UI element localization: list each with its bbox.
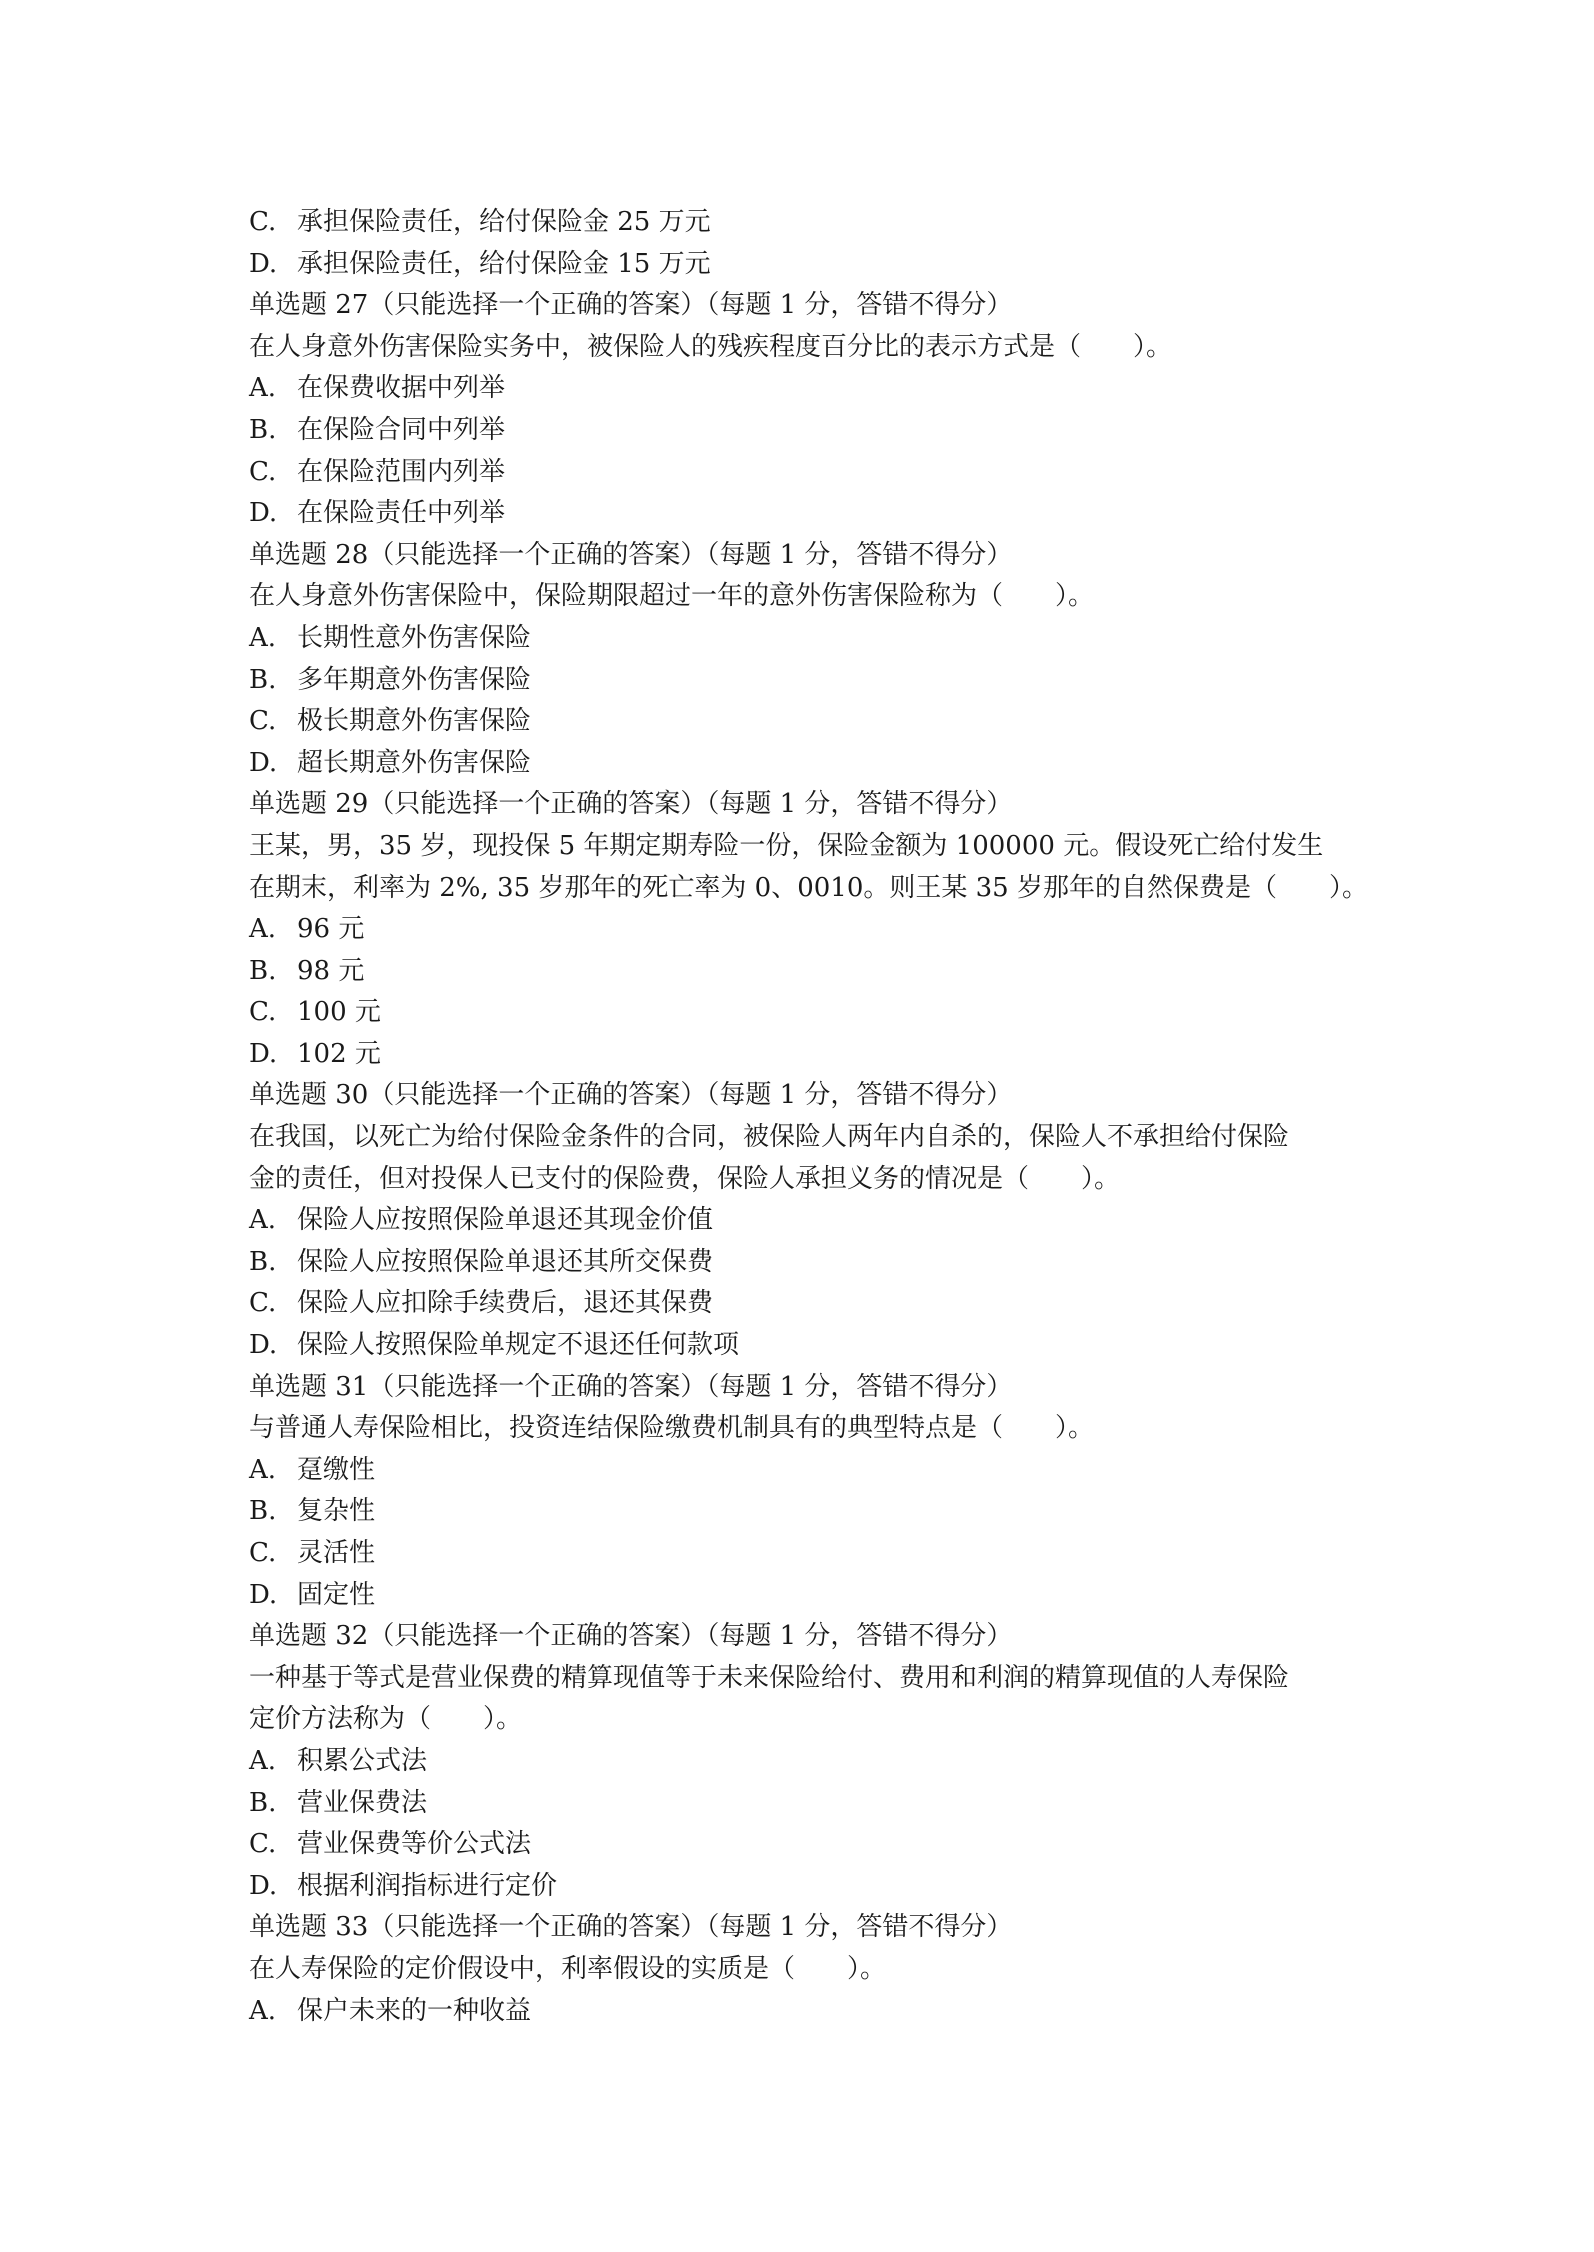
option-text: 100 元 [297, 997, 381, 1028]
question-stem: 在期末，利率为 2%, 35 岁那年的死亡率为 0、0010。则王某 35 岁那年的自然保费是（ ）。 [249, 872, 1368, 903]
question-stem: 定价方法称为（ ）。 [249, 1704, 523, 1735]
answer-option [249, 1491, 1369, 1533]
option-text: 营业保费等价公式法 [297, 1829, 532, 1860]
option-letter: B. [249, 1787, 277, 1818]
option-letter: D. [249, 1579, 278, 1610]
option-text: 多年期意外伤害保险 [297, 664, 532, 695]
option-text: 极长期意外伤害保险 [297, 706, 532, 737]
answer-option [249, 410, 1369, 452]
option-letter: B. [249, 414, 277, 445]
option-text: 长期性意外伤害保险 [297, 622, 532, 653]
option-letter: C. [249, 706, 277, 737]
option-text: 超长期意外伤害保险 [297, 747, 532, 778]
answer-option [249, 1450, 1369, 1492]
option-text: 在保险范围内列举 [297, 456, 506, 487]
question-header: 单选题 28（只能选择一个正确的答案）（每题 1 分，答错不得分） [249, 539, 1013, 570]
answer-option [249, 1533, 1369, 1575]
option-letter: A. [249, 1205, 277, 1236]
answer-option [249, 1200, 1369, 1242]
option-text: 趸缴性 [297, 1454, 376, 1485]
option-letter: A. [249, 1454, 277, 1485]
answer-option [249, 1325, 1369, 1367]
question-stem: 王某，男，35 岁，现投保 5 年期定期寿险一份，保险金额为 100000 元。假设死亡给付发生 [249, 830, 1324, 861]
continued-option [249, 244, 1369, 286]
answer-option [249, 618, 1369, 660]
option-text: 保户未来的一种收益 [297, 1995, 532, 2026]
option-text: 承担保险责任，给付保险金 15 万元 [297, 248, 711, 279]
option-letter: A. [249, 1745, 277, 1776]
option-letter: C. [249, 207, 277, 237]
answer-option [249, 660, 1369, 702]
option-letter: C. [249, 1829, 277, 1860]
option-text: 保险人应按照保险单退还其现金价值 [297, 1205, 714, 1236]
option-text: 在保险责任中列举 [297, 498, 506, 529]
document-page [249, 202, 1369, 2032]
question-stem: 在人身意外伤害保险实务中，被保险人的残疾程度百分比的表示方式是（ ）。 [249, 331, 1173, 362]
answer-option [249, 1991, 1369, 2033]
answer-option [249, 909, 1369, 951]
option-text: 积累公式法 [297, 1745, 428, 1776]
option-text: 98 元 [297, 955, 365, 986]
option-letter: A. [249, 373, 277, 404]
option-letter: B. [249, 955, 277, 986]
answer-option [249, 1283, 1369, 1325]
answer-option [249, 452, 1369, 494]
question-stem: 金的责任，但对投保人已支付的保险费，保险人承担义务的情况是（ ）。 [249, 1163, 1121, 1194]
answer-option [249, 1866, 1369, 1908]
option-letter: D. [249, 1870, 278, 1901]
option-letter: B. [249, 1496, 277, 1527]
option-letter: D. [249, 1038, 278, 1069]
option-text: 承担保险责任，给付保险金 25 万元 [297, 207, 711, 237]
question-header: 单选题 30（只能选择一个正确的答案）（每题 1 分，答错不得分） [249, 1080, 1013, 1111]
option-letter: C. [249, 997, 277, 1028]
answer-option [249, 368, 1369, 410]
question-stem: 在人身意外伤害保险中，保险期限超过一年的意外伤害保险称为（ ）。 [249, 581, 1095, 612]
question-header: 单选题 32（只能选择一个正确的答案）（每题 1 分，答错不得分） [249, 1621, 1013, 1652]
answer-option [249, 1783, 1369, 1825]
option-letter: D. [249, 248, 278, 279]
question-stem: 在人寿保险的定价假设中，利率假设的实质是（ ）。 [249, 1953, 887, 1984]
option-letter: D. [249, 498, 278, 529]
option-text: 在保费收据中列举 [297, 373, 506, 404]
option-letter: A. [249, 1995, 277, 2026]
question-header: 单选题 29（只能选择一个正确的答案）（每题 1 分，答错不得分） [249, 789, 1013, 820]
question-header: 单选题 31（只能选择一个正确的答案）（每题 1 分，答错不得分） [249, 1371, 1013, 1402]
option-text: 根据利润指标进行定价 [297, 1870, 558, 1901]
answer-option [249, 1034, 1369, 1076]
option-text: 保险人应按照保险单退还其所交保费 [297, 1246, 714, 1277]
answer-option [249, 951, 1369, 993]
continued-option [249, 202, 1369, 244]
answer-option [249, 493, 1369, 535]
option-letter: D. [249, 1330, 278, 1361]
option-text: 102 元 [297, 1038, 381, 1069]
option-text: 固定性 [297, 1579, 376, 1610]
option-letter: C. [249, 1288, 277, 1319]
option-text: 灵活性 [297, 1538, 376, 1568]
option-letter: A. [249, 622, 277, 653]
option-letter: A. [249, 914, 277, 945]
answer-option [249, 1575, 1369, 1617]
question-header: 单选题 27（只能选择一个正确的答案）（每题 1 分，答错不得分） [249, 290, 1013, 321]
answer-option [249, 1741, 1369, 1783]
option-letter: B. [249, 1246, 277, 1277]
question-header: 单选题 33（只能选择一个正确的答案）（每题 1 分，答错不得分） [249, 1912, 1013, 1943]
answer-option [249, 1242, 1369, 1284]
option-letter: C. [249, 1538, 277, 1568]
question-stem: 在我国，以死亡为给付保险金条件的合同，被保险人两年内自杀的，保险人不承担给付保险 [249, 1122, 1290, 1153]
answer-option [249, 992, 1369, 1034]
answer-option [249, 1824, 1369, 1866]
option-letter: B. [249, 664, 277, 695]
option-text: 96 元 [297, 914, 365, 945]
option-text: 保险人应扣除手续费后，退还其保费 [297, 1288, 714, 1319]
question-stem: 与普通人寿保险相比，投资连结保险缴费机制具有的典型特点是（ ）。 [249, 1413, 1095, 1444]
option-text: 复杂性 [297, 1496, 376, 1527]
option-text: 在保险合同中列举 [297, 414, 506, 445]
answer-option [249, 701, 1369, 743]
option-letter: C. [249, 456, 277, 487]
option-letter: D. [249, 747, 278, 778]
answer-option [249, 743, 1369, 785]
option-text: 保险人按照保险单规定不退还任何款项 [297, 1330, 740, 1361]
question-stem: 一种基于等式是营业保费的精算现值等于未来保险给付、费用和利润的精算现值的人寿保险 [249, 1662, 1290, 1693]
option-text: 营业保费法 [297, 1787, 428, 1818]
